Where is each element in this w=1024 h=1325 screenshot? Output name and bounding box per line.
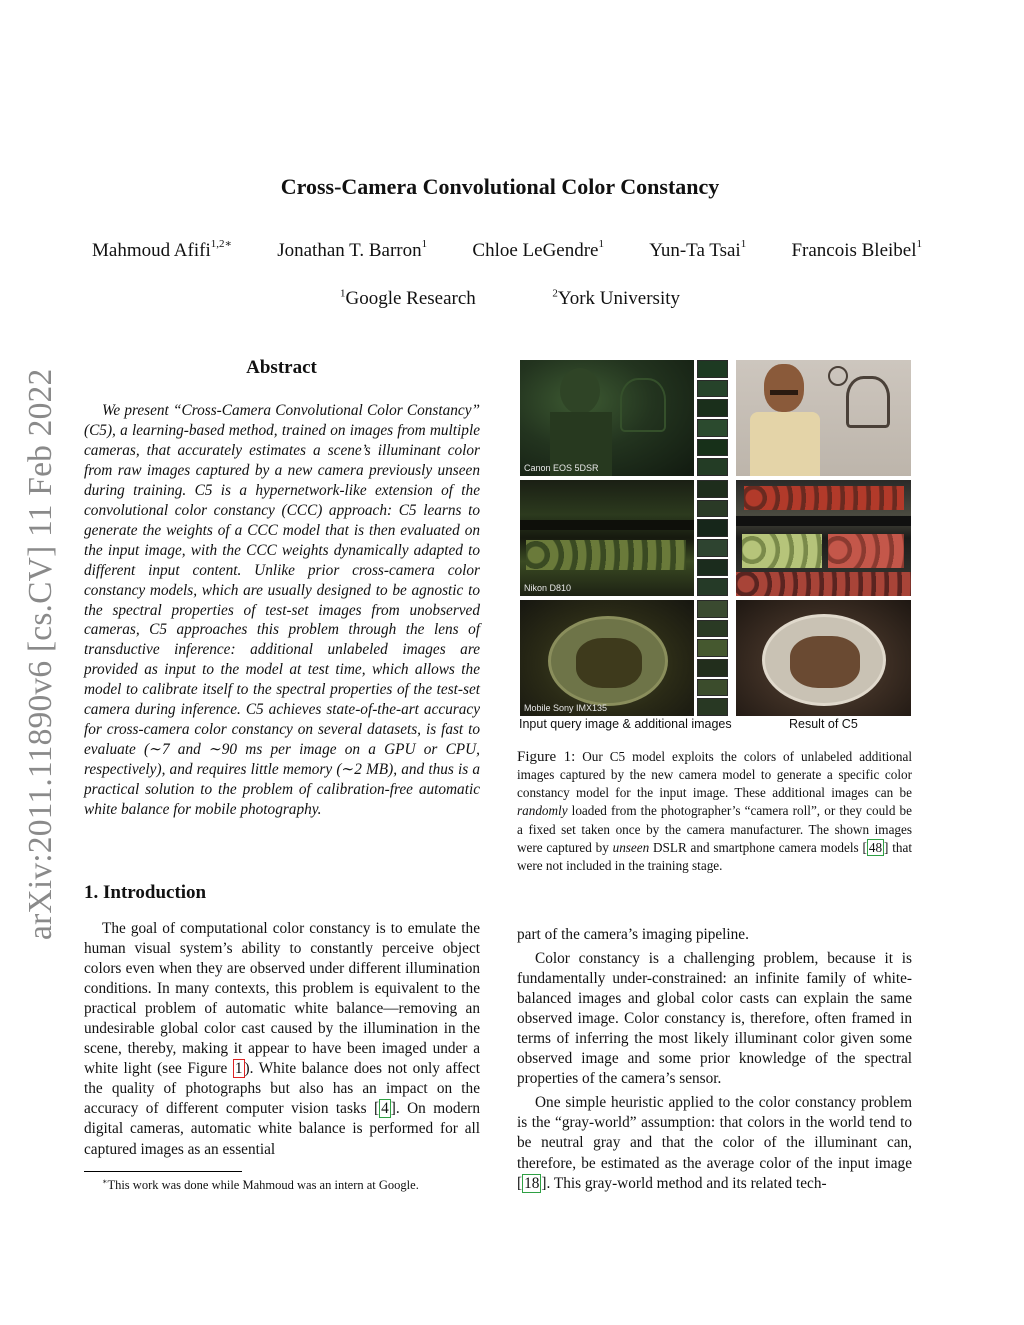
affiliation: $^2$York University <box>552 287 680 309</box>
citation-link[interactable]: 18 <box>524 1174 540 1192</box>
input-image-mobile <box>520 600 694 716</box>
input-image-nikon <box>520 480 694 596</box>
affiliation: $^1$Google Research <box>340 287 476 309</box>
additional-images-strip <box>697 600 728 716</box>
footnote-divider <box>84 1171 242 1172</box>
citation-link[interactable]: 4 <box>381 1100 389 1118</box>
camera-label: Nikon D810 <box>524 583 572 593</box>
introduction-paragraph: The goal of computational color constancy is to emulate the human visual system’s ability to constantly perceive object colors even when they are observed under different illumination conditions. In many contexts, this problem is equivalent to the practical problem of automatic white balance—removing an undesirable global color cast caused by the illumination in the scene, thereby, making it appear to have been imaged under a white light (see Figure 1 ). White balance does not only affect the quality of photographs but also has an impact on the accuracy of different computer vision tasks [ 4 ]. On modern digital cameras, automatic white balance is performed for all captured images as an essential <box>84 920 480 1158</box>
input-column-label: Input query image & additional images <box>519 717 732 731</box>
additional-images-strip <box>697 480 728 596</box>
right-column-text <box>517 925 912 1198</box>
affiliation-list <box>340 288 680 310</box>
arxiv-identifier: arXiv:2011.11890v6 [cs.CV] 11 Feb 2022 <box>22 368 59 940</box>
author: Jonathan T. Barron$^1$ <box>277 237 428 261</box>
footnote: ∗This work was done while Mahmoud was an intern at Google. <box>102 1176 419 1192</box>
paper-title: Cross-Camera Convolutional Color Constancy <box>280 174 720 199</box>
figure-1 <box>518 358 912 718</box>
abstract-heading: Abstract <box>246 357 317 378</box>
camera-label: Canon EOS 5DSR <box>524 463 599 473</box>
result-column-label: Result of C5 <box>789 717 858 731</box>
paragraph: part of the camera’s imaging pipeline. <box>517 926 749 943</box>
c5-result-image-canon <box>736 360 911 476</box>
c5-result-image-mobile <box>736 600 911 716</box>
figure-caption: Figure 1: Our C5 model exploits the colors of unlabeled additional images captured by the new camera model to generate a specific color constancy model for the input image. These additional images can be randomly loaded from the photographer’s “camera roll”, or they could be a fixed set taken once by the camera manufacturer. The shown images were captured by unseen DSLR and smartphone camera models [ 48 ] that were not included in the training stage. <box>517 749 912 873</box>
camera-label: Mobile Sony IMX135 <box>524 703 608 713</box>
additional-images-strip <box>697 360 728 476</box>
paragraph: One simple heuristic applied to the color constancy problem is the “gray-world” assumption: that colors in the world tend to be neutral gray and that the color of the illuminant can, therefore, be estimated as the average color of the input image [ 18 ]. This gray-world method and its related tech- <box>517 1094 912 1192</box>
author: Chloe LeGendre$^1$ <box>472 237 604 261</box>
author: Yun-Ta Tsai$^1$ <box>649 237 747 261</box>
author: Francois Bleibel$^1$ <box>791 237 922 261</box>
figure-reference-link[interactable]: 1 <box>234 1060 243 1078</box>
author: Mahmoud Afifi$^{1,2∗}$ <box>92 237 232 261</box>
figure-caption-label: Figure 1: <box>517 749 576 765</box>
paragraph: Color constancy is a challenging problem, because it is fundamentally under-constrained: an infinite family of white-balanced images and global color casts can explain the same observed image. Color constancy is, therefore, often framed in terms of inferring the most likely illuminant color given some observed image and some prior knowledge of the spectral properties of the camera’s sensor. <box>517 950 912 1088</box>
input-image-canon <box>520 360 694 476</box>
author-list <box>92 237 922 262</box>
citation-link[interactable]: 48 <box>868 839 883 855</box>
c5-result-image-nikon <box>736 480 911 596</box>
section-heading-introduction: 1. Introduction <box>84 882 207 903</box>
abstract-text: We present “Cross-Camera Convolutional Color Constancy” (C5), a learning-based method, trained on images from multiple cameras, that accurately estimates a scene’s illuminant color from raw images captured by a new camera previously unseen during training. C5 is a hypernetwork-like extension of the convolutional color constancy (CCC) approach: C5 learns to generate the weights of a CCC model that is then evaluated on the input image, with the CCC weights dynamically adapted to different input content. Unlike prior cross-camera color constancy models, which are usually designed to be agnostic to the spectral properties of test-set images from unobserved cameras, C5 approaches this problem through the lens of transductive inference: additional unlabeled images are provided as input to the model at test time, which allows the model to calibrate itself to the spectral properties of the test-set camera during inference. C5 achieves state-of-the-art accuracy for cross-camera color constancy on several datasets, is fast to evaluate (∼7 and ∼90 ms per image on a GPU or CPU, respectively), and requires little memory (∼2 MB), and thus is a practical solution to the problem of calibration-free automatic white balance for mobile photography. <box>84 402 480 819</box>
